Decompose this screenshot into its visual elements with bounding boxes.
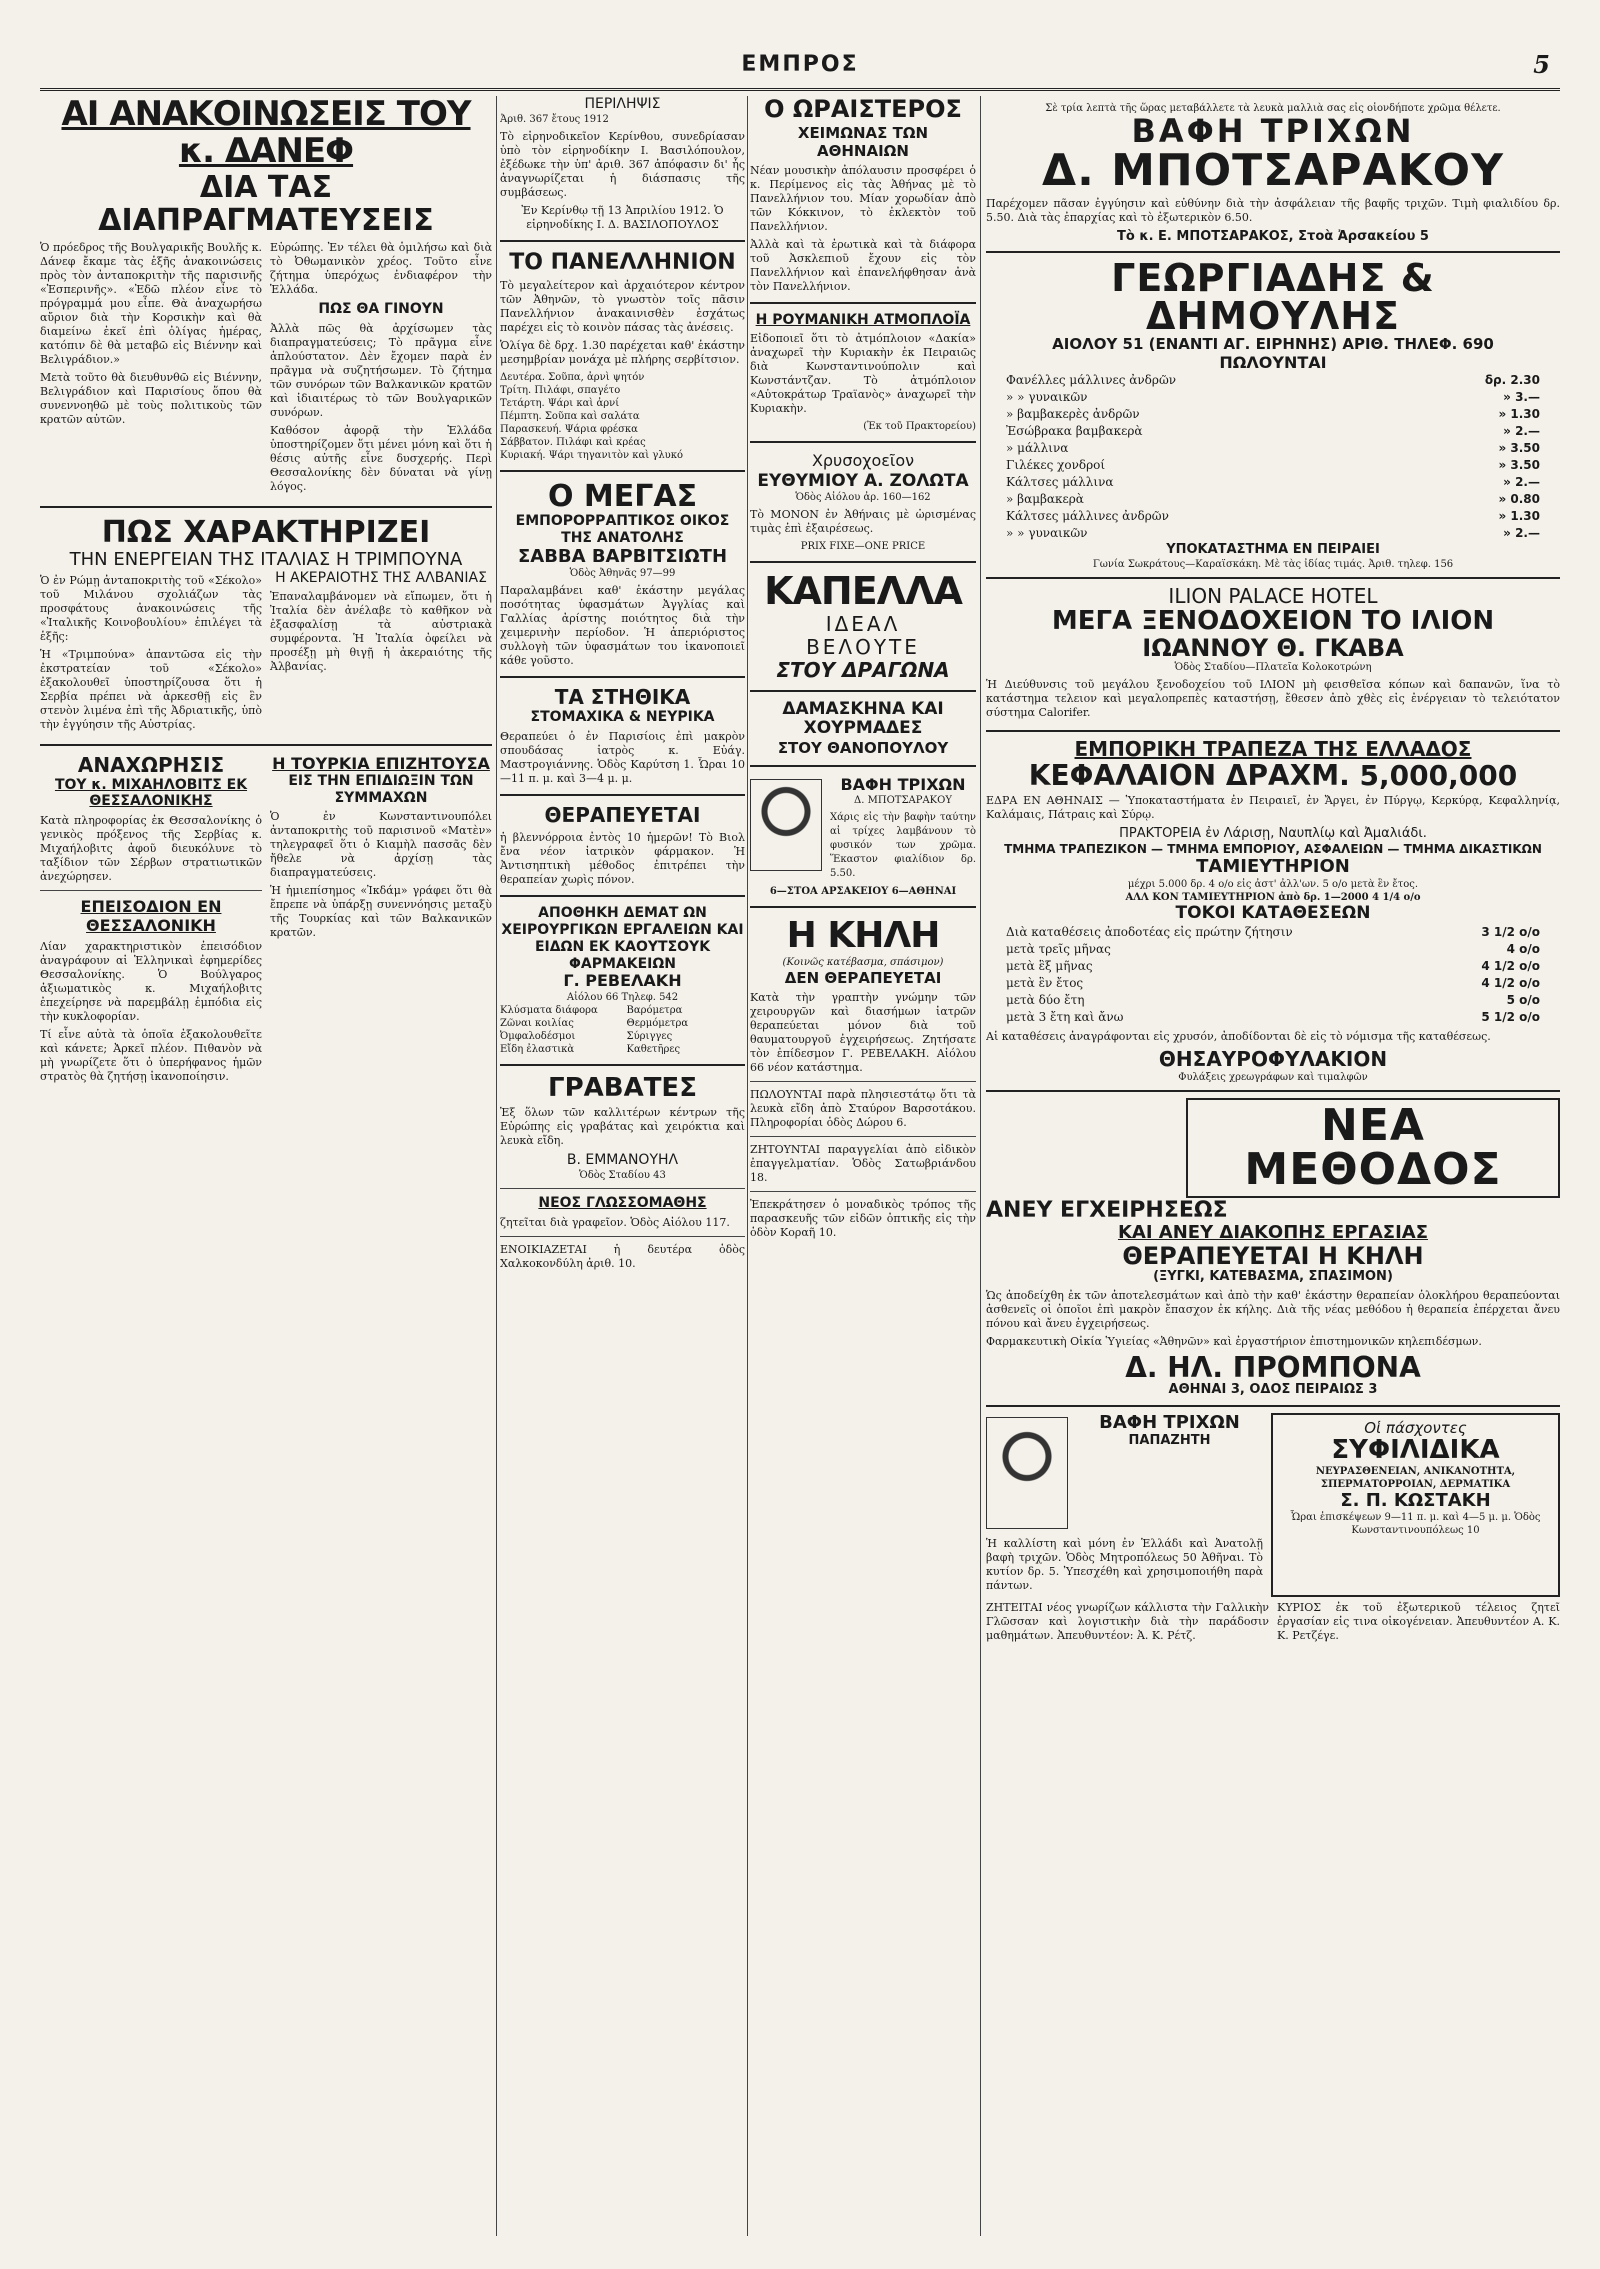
- paragraph: Ἀλλὰ πῶς θὰ ἀρχίσωμεν τὰς διαπραγματεύσεις; Τὸ πρᾶγμα εἶνε ἁπλούστατον. Δὲν ἔχομεν παρὰ ἐν πρᾶγμα νὰ συζητήσωμεν. Τὸ ζήτημα τῶν συνόρων τῶν Βαλκανικῶν κρατῶν καὶ ἰδιαιτέρως τὸ τῶν Βουλγαρικῶν συνόρων.: [270, 321, 492, 419]
- list-item: Κλύσματα διάφορα: [500, 1004, 598, 1016]
- paragraph: Τὸ ΜΟΝΟΝ ἐν Ἀθήναις μὲ ὡρισμένας τιμὰς ἐπὶ ἐξαιρέσεως.: [750, 507, 976, 535]
- divider: [40, 506, 492, 508]
- megas-name: ΣΑΒΒΑ ΒΑΡΒΙΤΣΙΩΤΗ: [517, 545, 728, 567]
- column-rule: [747, 96, 748, 2236]
- article-danef: [40, 237, 492, 498]
- article-tribuna: [40, 570, 492, 736]
- paragraph: Εἰδοποιεῖ ὅτι τὸ ἀτμόπλοιον «Δακία» ἀναχωρεῖ τὴν Κυριακὴν ἐκ Πειραιῶς διὰ Κωνσταντινούπολιν καὶ Κωνστάντζαν. Τὸ ἀτμόπλοιον «Αὐτοκράτωρ Τραϊανὸς» ἀναχωρεῖ τὴν Κυριακὴν.: [750, 332, 976, 416]
- bank-saving: ΤΑΜΙΕΥΤΗΡΙΟΝ: [1196, 856, 1350, 878]
- rate-term: μετὰ δύο ἔτη: [1006, 992, 1085, 1007]
- paragraph: Μετὰ τοῦτο θὰ διευθυνθῶ εἰς Βιέννην, Βελιγράδιον καὶ Παρισίους ὅπου θὰ συνεννοηθῶ μὲ τοὺς πολιτικοὺς τῶν κρατῶν αὐτῶν.: [40, 370, 262, 426]
- list-item: Σάββατον. Πιλάφι καὶ κρέας: [500, 437, 646, 449]
- signature: Ἐν Κερίνθῳ τῇ 13 Ἀπριλίου 1912. Ὁ εἰρηνοδίκης Ι. Δ. ΒΑΣΙΛΟΠΟΥΛΟΣ: [521, 203, 724, 231]
- nea-sub3: ΘΕΡΑΠΕΥΕΤΑΙ Η ΚΗΛΗ: [1122, 1241, 1424, 1270]
- paragraph: Ὁλίγα δὲ δρχ. 1.30 παρέχεται καθ' ἑκάστην μεσημβρίαν μονάχα μὲ πλήρης σερβίτσιον.: [500, 339, 745, 367]
- paragraph: Ὁ ἐν Κωνσταντινουπόλει ἀνταποκριτὴς τοῦ παρισινοῦ «Ματὲν» τηλεγραφεῖ ὅτι ὁ Κιαμὴλ πασσᾶς δὲν ἤθελε νὰ ἀρχίσῃ τὰς διαπραγματεύσεις.: [270, 810, 492, 880]
- paragraph: ζητεῖται διὰ γραφεῖον. Ὁδὸς Αἰόλου 117.: [500, 1215, 730, 1229]
- nea-head: ΝΕΑ ΜΕΘΟΔΟΣ: [1244, 1099, 1502, 1195]
- rouman-head: Η ΡΟΥΜΑΝΙΚΗ ΑΤΜΟΠΛΟΪΑ: [755, 311, 971, 328]
- ad-geo-address: ΑΙΟΛΟΥ 51 (ΕΝΑΝΤΙ ΑΓ. ΕΙΡΗΝΗΣ) ΑΡΙΘ. ΤΗΛΕΦ. 690: [1052, 334, 1494, 353]
- ad-bank: [986, 732, 1560, 1092]
- price-row: [986, 389, 1560, 406]
- gravates-name: Β. ΕΜΜΑΝΟΥΗΛ: [566, 1152, 679, 1169]
- paragraph: Φαρμακευτικὴ Οἰκία Ὑγιείας «Ἀθηνῶν» καὶ ἐργαστήριον ἐπιστημονικῶν κηλεπιδέσμων.: [986, 1335, 1482, 1349]
- divider: [750, 906, 976, 908]
- ad-papazi: [986, 1413, 1263, 1533]
- paragraph: Χάρις εἰς τὴν βαφὴν ταύτην αἱ τρίχες λαμβάνουν τὸ φυσικόν των χρῶμα. Ἕκαστον φιαλίδιον δρ. 5.50.: [830, 812, 976, 880]
- ilion-head: ΜΕΓΑ ΞΕΝΟΔΟΧΕΙΟΝ ΤΟ ΙΛΙΟΝ: [1051, 606, 1495, 637]
- syfil-name: Σ. Π. ΚΩΣΤΑΚΗ: [1340, 1489, 1491, 1511]
- item-name: Γιλέκες χονδροί: [1006, 457, 1106, 472]
- paragraph: Κατὰ τὴν γραπτὴν γνώμην τῶν χειρουργῶν καὶ διασήμων ἰατρῶν θεραπεύεται μόνον διὰ τοῦ θαυματουργοῦ ἐγχειρήσεως. Ζητήσατε τὸν ἐπίδεσμον Γ. ΡΕΒΕΛΑΚΗ. Αἰόλου 66 νέον κατάστημα.: [750, 990, 976, 1074]
- orai-head: Ο ΩΡΑΙΣΤΕΡΟΣ: [764, 96, 962, 123]
- paragraph: Ὁ πρόεδρος τῆς Βουλγαρικῆς Βουλῆς κ. Δάνεφ ἔκαμε τὰς ἑξῆς ἀνακοινώσεις πρὸς τὸν ἀνταποκριτὴν τῆς παρισινῆς «Ἑσπερινῆς». «Ἐδῶ πλέον εἶνε τὸ πρόγραμμά μου εἶπε. Θὰ ἀναχωρήσω αὔριον διὰ τὴν Κορσικὴν καὶ θὰ διαμείνω ἐκεῖ ἐπὶ ὀλίγας ἡμέρας, κατόπιν δὲ θὰ μεταβῶ εἰς Βιέννην καὶ Βελιγράδιον.»: [40, 240, 262, 366]
- perilipsis-number: Ἀριθ. 367 ἔτους 1912: [500, 113, 609, 125]
- list-item: Βαρόμετρα: [626, 1004, 683, 1016]
- price-list: [986, 372, 1560, 542]
- kili-head: Η ΚΗΛΗ: [786, 915, 940, 957]
- item-name: Φανέλλες μάλλινες ἀνδρῶν: [1006, 372, 1177, 387]
- stithika-sub: ΣΤΟΜΑΧΙΚΑ & ΝΕΥΡΙΚΑ: [530, 709, 715, 726]
- paragraph: Καθόσον ἀφορᾷ τὴν Ἑλλάδα ὑποστηρίζομεν ὅτι μένει μόνη καὶ ὅτι ἡ θέσις αὐτῆς εἶνε δυσχερής. Περὶ Θεσσαλονίκης δὲν δύναται νὰ γίνῃ λόγος.: [270, 423, 492, 493]
- papazi-head: ΒΑΦΗ ΤΡΙΧΩΝ: [1099, 1411, 1240, 1433]
- rates-head: ΤΟΚΟΙ ΚΑΤΑΘΕΣΕΩΝ: [1175, 903, 1371, 924]
- syfil-address: Ὧραι ἐπισκέψεων 9—11 π. μ. καὶ 4—5 μ. μ. Ὁδὸς Κωνσταντινουπόλεως 10: [1290, 1512, 1541, 1537]
- newspaper-name: ΕΜΠΡΟΣ: [741, 52, 859, 77]
- item-price: » 0.80: [1498, 491, 1540, 506]
- ad-geo-branch-address: Γωνία Σωκράτους—Καραϊσκάκη. Μὲ τὰς ἰδίας τιμάς. Ἀριθ. τηλεφ. 156: [1092, 559, 1454, 571]
- column-2: [500, 96, 745, 1275]
- rate-row: [986, 975, 1560, 992]
- thesavros-head: ΘΗΣΑΥΡΟΦΥΛΑΚΙΟΝ: [1158, 1046, 1388, 1071]
- chrys-fixe: PRIX FIXE—ONE PRICE: [800, 540, 926, 552]
- megas-sub: ΕΜΠΟΡΟΡΡΑΠΤΙΚΟΣ ΟΙΚΟΣ ΤΗΣ ΑΝΑΤΟΛΗΣ: [515, 513, 730, 546]
- price-row: [986, 491, 1560, 508]
- syfil-head: ΣΥΦΙΛΙΔΙΚΑ: [1331, 1435, 1500, 1466]
- neos-head: ΝΕΟΣ ΓΛΩΣΣΟΜΑΘΗΣ: [538, 1195, 707, 1212]
- ilion-en: ILION PALACE HOTEL: [1168, 584, 1378, 609]
- kapella-sub1: ΙΔΕΑΛ: [825, 611, 901, 636]
- list-item: Εἴδη ἐλαστικὰ: [500, 1043, 575, 1055]
- paragraph: Τὸ εἰρηνοδικεῖον Κερίνθου, συνεδρίασαν ὑπὸ τὸν εἰρηνοδίκην Ι. Βασιλόπουλον, ἐξέδωκε τὴν ὑπ' ἀριθ. 367 ἀπόφασιν δι' ἧς ἀναγνωρίζεται ἡ διάσπασις τῆς συμβάσεως.: [500, 129, 745, 199]
- chrys-address: Ὁδὸς Αἰόλου ἀρ. 160—162: [795, 491, 931, 503]
- bank-saving-text: μέχρι 5.000 δρ. 4 ο/ο εἰς ἀστ' ἀλλ'ων. 5 ο/ο μετὰ ἓν ἔτος.: [1127, 879, 1419, 891]
- list-item: Τρίτη. Πιλάφι, σπαγέτο: [500, 385, 621, 397]
- nea-sub2: ΚΑΙ ΑΝΕΥ ΔΙΑΚΟΠΗΣ ΕΡΓΑΣΙΑΣ: [1117, 1221, 1429, 1243]
- price-row: [986, 508, 1560, 525]
- item-price: » 2.—: [1503, 474, 1540, 489]
- paragraph: Ἡ καλλίστη καὶ μόνη ἐν Ἑλλάδι καὶ Ἀνατολῇ βαφὴ τριχῶν. Ὁδὸς Μητροπόλεως 50 Ἀθῆναι. Τὸ κυτίον δρ. 5. Ὑπεσχέθη καὶ χρησιμοποιήθη παρὰ πάντων.: [986, 1536, 1263, 1592]
- ad-vafi-address: Τὸ κ. Ε. ΜΠΟΤΣΑΡΑΚΟΣ, Στοὰ Ἀρσακείου 5: [1117, 228, 1429, 244]
- syfil-text: ΝΕΥΡΑΣΘΕΝΕΙΑΝ, ΑΝΙΚΑΝΟΤΗΤΑ, ΣΠΕΡΜΑΤΟΡΡΟΙΑΝ, ΔΕΡΜΑΤΙΚΑ: [1315, 1465, 1516, 1490]
- divider: [500, 1064, 745, 1066]
- column-rule: [496, 96, 497, 2236]
- apothiki-items: [500, 1004, 745, 1056]
- list-item: Παρασκευή. Ψάρια φρέσκα: [500, 424, 638, 436]
- list-item: Σύριγγες: [626, 1030, 673, 1042]
- perilipsis-head: ΠΕΡΙΛΗΨΙΣ: [584, 96, 661, 112]
- apothiki-address: Αἰόλου 66 Τηλεφ. 542: [566, 991, 679, 1003]
- column-rule: [980, 96, 981, 2236]
- portrait-illustration-icon: [750, 779, 822, 871]
- item-price: » 1.30: [1498, 406, 1540, 421]
- item-name: » μάλλινα: [1006, 440, 1069, 455]
- ad-ilion: [986, 579, 1560, 731]
- item-name: Κάλτσες μάλλινα: [1006, 474, 1114, 489]
- divider: [500, 1236, 745, 1237]
- bank-capital: ΚΕΦΑΛΑΙΟΝ ΔΡΑΧΜ. 5,000,000: [1028, 758, 1518, 792]
- gravates-address: Ὁδὸς Σταδίου 43: [579, 1170, 666, 1182]
- headline-turkey: Η ΤΟΥΡΚΙΑ ΕΠΙΖΗΤΟΥΣΑ: [272, 753, 490, 773]
- column-3: [750, 96, 976, 1244]
- rates-list: [986, 924, 1560, 1026]
- therap-head: ΘΕΡΑΠΕΥΕΤΑΙ: [544, 803, 701, 828]
- kapella-head: ΚΑΠΕΛΛΑ: [764, 568, 962, 613]
- column-1: [40, 96, 492, 1088]
- list-item: Ζῶναι κοιλίας: [500, 1017, 574, 1029]
- paragraph: Παρέχομεν πᾶσαν ἐγγύησιν καὶ εὐθύνην διὰ τὴν ἀσφάλειαν τῆς βαφῆς τριχῶν. Τιμὴ φιαλιδίου δρ. 5.50. Διὰ τὰς ἐπαρχίας καὶ τὸ ἐξωτερικὸν 6.50.: [986, 196, 1560, 224]
- price-row: [986, 423, 1560, 440]
- vafi-address: 6—ΣΤΟΑ ΑΡΣΑΚΕΙΟΥ 6—ΑΘΗΝΑΙ: [769, 886, 957, 898]
- rate-value: 3 1/2 ο/ο: [1481, 924, 1540, 939]
- paragraph: ΖΗΤΟΥΝΤΑΙ παραγγελίαι ἀπὸ εἰδικὸν ἐπαγγελματίαν. Ὁδὸς Σατωβριάνδου 18.: [750, 1142, 976, 1184]
- kili-no: ΔΕΝ ΘΕΡΑΠΕΥΕΤΑΙ: [784, 968, 942, 987]
- source-note: (Ἐκ τοῦ Πρακτορείου): [863, 421, 976, 433]
- divider: [500, 1188, 745, 1189]
- paragraph: Εὐρώπης. Ἐν τέλει θὰ ὁμιλήσω καὶ διὰ τὸ Ὀθωμανικὸν χρέος. Τοῦτο εἶνε ζήτημα ὑπερόχως ἐνδιαφέρον τὴν Ἑλλάδα.: [270, 240, 492, 296]
- paragraph: Ἐπεκράτησεν ὁ μοναδικὸς τρόπος τῆς παρασκευῆς τῶν εἰδῶν ὀπτικῆς εἰς τὴν ὁδὸν Κοραῆ 10.: [750, 1197, 976, 1239]
- stithika-head: ΤΑ ΣΤΗΘΙΚΑ: [554, 685, 691, 710]
- headline-tribuna-sub: ΤΗΝ ΕΝΕΡΓΕΙΑΝ ΤΗΣ ΙΤΑΛΙΑΣ Η ΤΡΙΜΠΟΥΝΑ: [69, 548, 463, 570]
- paragraph: ΠΩΛΟΥΝΤΑΙ παρὰ πλησιεστάτῳ ὅτι τὰ λευκὰ εἴδη ἀπὸ Σταύρον Βαρσοτάκου. Πληροφορίαι ὁδὸς Δώρου 6.: [750, 1087, 976, 1129]
- paragraph: Ἡ «Τριμπούνα» ἀπαντῶσα εἰς τὴν ἐκστρατείαν τοῦ «Σέκολο» ἐξακολουθεῖ ὑποστηρίζουσα ὅτι ἡ Σερβία πρέπει νὰ ἀρκεσθῇ εἰς ἓν στενὸν λιμένα ἐπὶ τῆς Ἀδριατικῆς, ὑπὸ τὴν ἐγγύησιν τῆς Αὐστρίας.: [40, 647, 262, 731]
- price-row: [986, 406, 1560, 423]
- vafi-name: Δ. ΜΠΟΤΣΑΡΑΚΟΥ: [854, 795, 952, 807]
- rate-row: [986, 941, 1560, 958]
- divider: [500, 470, 745, 472]
- item-name: » » γυναικῶν: [1006, 389, 1088, 404]
- headline-incident: ΕΠΕΙΣΟΔΙΟΝ ΕΝ ΘΕΣΣΑΛΟΝΙΚΗ: [80, 897, 222, 936]
- divider: [750, 441, 976, 443]
- chrys-head: Χρυσοχοεῖον: [811, 451, 915, 471]
- bank-departments: ΤΜΗΜΑ ΤΡΑΠΕΖΙΚΟΝ — ΤΜΗΜΑ ΕΜΠΟΡΙΟΥ, ΑΣΦΑΛΕΙΩΝ — ΤΜΗΜΑ ΔΙΚΑΣΤΙΚΩΝ: [1004, 842, 1542, 857]
- ilion-address: Ὁδὸς Σταδίου—Πλατεῖα Κολοκοτρώνη: [1174, 661, 1372, 673]
- paragraph: Τὸ μεγαλείτερον καὶ ἀρχαιότερον κέντρον τῶν Ἀθηνῶν, τὸ γνωστὸν τοῖς πᾶσιν Πανελλήνιον ἀνακαινισθὲν ἐσχάτως παρέχει εἰς τὸ κοινὸν πάσας τὰς ἀνέσεις.: [500, 279, 745, 335]
- prompona-head: Δ. ΗΛ. ΠΡΟΜΠΟΝΑ: [1125, 1351, 1421, 1385]
- rate-term: μετὰ 3 ἔτη καὶ ἄνω: [1006, 1009, 1124, 1024]
- rate-term: μετὰ τρεῖς μῆνας: [1006, 941, 1111, 956]
- subhead: ΠΩΣ ΘΑ ΓΙΝΟΥΝ: [318, 300, 444, 317]
- paragraph: Νέαν μουσικὴν ἀπόλαυσιν προσφέρει ὁ κ. Περίμενος εἰς τὰς Ἀθήνας μὲ τὸ Πανελλήνιον του. Μίαν χορωδίαν ἀπὸ τῶν Κόκκινον, τὸ ἐκλεκτὸν τοῦ Πανελλήνιον.: [750, 163, 976, 233]
- ilion-name: ΙΩΑΝΝΟΥ Θ. ΓΚΑΒΑ: [1142, 633, 1404, 662]
- bank-saving-2: ΑΛΛ ΚΟΝ ΤΑΜΙΕΥΤΗΡΙΟΝ ἀπὸ δρ. 1—2000 4 1/4 ο/ο: [1125, 892, 1421, 904]
- price-row: [986, 474, 1560, 491]
- paragraph: ΚΥΡΙΟΣ ἐκ τοῦ ἐξωτερικοῦ τέλειος ζητεῖ ἐργασίαν εἰς τινα οἰκογένειαν. Ἀπευθυντέον Α. Κ. Κ. Ρετζέγε.: [1277, 1600, 1560, 1642]
- divider: [500, 895, 745, 897]
- item-price: δρ. 2.30: [1484, 372, 1540, 387]
- divider: [750, 690, 976, 692]
- paragraph: Ἡ Διεύθυνσις τοῦ μεγάλου ξενοδοχείου τοῦ ΙΛΙΟΝ μὴ φεισθεῖσα κόπων καὶ δαπανῶν, ἵνα τὸ κατάστημα τελειον καὶ μεγαλοπρεπὲς καταστήσῃ, ἔθεσεν ἀπὸ χθὲς εἰς ἐνέργειαν τὸ τελειότατον σύστημα Calorifer.: [986, 677, 1560, 719]
- item-name: Ἐσώβρακα βαμβακερὰ: [1006, 423, 1143, 438]
- list-item: Πέμπτη. Σοῦπα καὶ σαλάτα: [500, 411, 640, 423]
- bank-head: ΕΜΠΟΡΙΚΗ ΤΡΑΠΕΖΑ ΤΗΣ ΕΛΛΑΔΟΣ: [1074, 736, 1472, 761]
- ad-geo-branch: ΥΠΟΚΑΤΑΣΤΗΜΑ ΕΝ ΠΕΙΡΑΙΕΙ: [1166, 541, 1380, 557]
- paragraph: Αἱ καταθέσεις ἀναγράφονται εἰς χρυσόν, ἀποδίδονται δὲ εἰς τὸ νόμισμα τῆς καταθέσεως.: [986, 1029, 1491, 1043]
- price-row: [986, 372, 1560, 389]
- kapella-sub3: ΣΤΟΥ ΔΡΑΓΩΝΑ: [776, 657, 950, 682]
- rate-term: μετὰ ἓξ μῆνας: [1006, 958, 1093, 973]
- orai-sub: ΧΕΙΜΩΝΑΣ ΤΩΝ ΑΘΗΝΑΙΩΝ: [797, 123, 929, 160]
- item-price: » 2.—: [1503, 525, 1540, 540]
- divider: [500, 676, 745, 678]
- column-4: [986, 96, 1560, 1647]
- vafi-ad-small: [750, 775, 976, 885]
- divider: [750, 302, 976, 304]
- paragraph: Παραλαμβάνει καθ' ἑκάστην μεγάλας ποσότητας ὑφασμάτων Ἀγγλίας καὶ Γαλλίας ἀρίστης ποιότητος διὰ τὴν χειμερινὴν περίοδον. Ἡ ἀπεριόριστος συλλογὴ τῶν ὑφασμάτων του ἱκανοποιεῖ κάθε γοῦστο.: [500, 584, 745, 668]
- nea-sub1: ΑΝΕΥ ΕΓΧΕΙΡΗΣΕΩΣ: [986, 1197, 1228, 1223]
- headline-danef: ΑΙ ΑΝΑΚΟΙΝΩΣΕΙΣ ΤΟΥ κ. ΔΑΝΕΦ: [61, 96, 471, 172]
- paragraph: Τί εἶνε αὐτὰ τὰ ὁποῖα ἐξακολουθεῖτε καὶ κάνετε; Ἀρκεῖ πλέον. Πιθανὸν νὰ μὴ γνωρίζετε ὅτι ὁ ὑπερήφανος ἡμῶν στρατὸς θὰ ζητήσῃ ἱκανοποίησιν.: [40, 1027, 262, 1083]
- subhead: Η ΑΚΕΡΑΙΟΤΗΣ ΤΗΣ ΑΛΒΑΝΙΑΣ: [275, 569, 487, 586]
- bank-agencies: ΠΡΑΚΤΟΡΕΙΑ ἐν Λάρισῃ, Ναυπλίῳ καὶ Ἀμαλιάδι.: [1119, 826, 1427, 842]
- price-row: [986, 440, 1560, 457]
- paragraph: ΕΝΟΙΚΙΑΖΕΤΑΙ ἡ δευτέρα ὁδὸς Χαλκοκονδύλη ἀριθ. 10.: [500, 1242, 745, 1270]
- item-name: » » γυναικῶν: [1006, 525, 1088, 540]
- rate-value: 4 1/2 ο/ο: [1481, 975, 1540, 990]
- rate-term: μετὰ ἓν ἔτος: [1006, 975, 1084, 990]
- syfil-h1: Οἱ πάσχοντες: [1364, 1418, 1467, 1437]
- paragraph: Ὡς ἀποδείχθη ἐκ τῶν ἀποτελεσμάτων καὶ ἀπὸ τὴν καθ' ἑκάστην θεραπείαν ὁλοκλήρου θεραπεύονται ἀσθενεῖς οἱ ὁποῖοι ἐπὶ μακρὸν ἔπασχον ἐκ κήλης. Διὰ τῆς νέας μεθόδου ἡ θεραπεία ἐπέρχεται ἄνευ πόνου καὶ ἄνευ ἐγχειρήσεως.: [986, 1289, 1560, 1331]
- item-name: Κάλτσες μάλλινες ἀνδρῶν: [1006, 508, 1169, 523]
- ad-georgiadis: [986, 253, 1560, 579]
- item-price: » 3.—: [1503, 389, 1540, 404]
- divider: [750, 765, 976, 767]
- rate-value: 5 1/2 ο/ο: [1481, 1009, 1540, 1024]
- item-name: » βαμβακερὰ: [1006, 491, 1084, 506]
- panellinion-head: ΤΟ ΠΑΝΕΛΛΗΝΙΟΝ: [509, 249, 736, 275]
- divider: [40, 890, 262, 891]
- ad-syfilidika: [1271, 1413, 1560, 1597]
- rate-row: [986, 992, 1560, 1009]
- masthead: [40, 52, 1560, 91]
- rate-value: 4 ο/ο: [1506, 941, 1540, 956]
- divider: [750, 1136, 976, 1137]
- paragraph: Θεραπεύει ὁ ἐν Παρισίοις ἐπὶ μακρὸν σπουδάσας ἰατρὸς κ. Εὐάγ. Μαστρογιάννης. Ὁδὸς Καρύτση 1. Ὧραι 10—11 π. μ. καὶ 3—4 μ. μ.: [500, 730, 745, 786]
- chrys-name: ΕΥΘΥΜΙΟΥ Α. ΖΟΛΩΤΑ: [757, 470, 969, 491]
- kili-sub: (Κοινῶς κατέβασμα, σπάσιμον): [782, 956, 944, 968]
- price-row: [986, 457, 1560, 474]
- rate-term: Διὰ καταθέσεις ἀποδοτέας εἰς πρώτην ζήτησιν: [1006, 924, 1293, 939]
- apothiki-name: Γ. ΡΕΒΕΛΑΚΗ: [563, 971, 682, 991]
- paragraph: ΖΗΤΕΙΤΑΙ νέος γνωρίζων κάλλιστα τὴν Γαλλικὴν Γλῶσσαν καὶ λογιστικὴν διὰ τὴν παράδοσιν μαθημάτων. Ἀπευθυντέον: Ἀ. Κ. Ρέτζ.: [986, 1600, 1269, 1642]
- headline-departure-sub: ΤΟΥ κ. ΜΙΧΑΗΛΟΒΙΤΣ ΕΚ ΘΕΣΣΑΛΟΝΙΚΗΣ: [54, 776, 248, 810]
- price-row: [986, 525, 1560, 542]
- prompona-address: ΑΘΗΝΑΙ 3, ΟΔΟΣ ΠΕΙΡΑΙΩΣ 3: [1168, 1382, 1378, 1398]
- divider: [750, 561, 976, 563]
- megas-head: Ο ΜΕΓΑΣ: [547, 479, 698, 515]
- paragraph: Λίαν χαρακτηριστικὸν ἐπεισόδιον ἀναγράφουν αἱ Ἑλληνικαὶ ἐφημερίδες Θεσσαλονίκης. Ὁ Βούλγαρος ἀξιωματικὸς κ. Μιχαήλοβιτς ἐπεχείρησε νὰ παρεμβάλῃ ἐμπόδια εἰς τὴν κυκλοφορίαν.: [40, 939, 262, 1023]
- headline-tribuna: ΠΩΣ ΧΑΡΑΚΤΗΡΙΖΕΙ: [101, 514, 431, 550]
- paragraph: Ἡ ἡμιεπίσημος «Ἰκδάμ» γράφει ὅτι θὰ ἔπρεπε νὰ ὑπάρξῃ συνεννόησις μεταξὺ τῆς Τουρκίας καὶ τῶν Βαλκανικῶν κρατῶν.: [270, 884, 492, 940]
- headline-turkey-sub: ΕΙΣ ΤΗΝ ΕΠΙΔΙΩΞΙΝ ΤΩΝ ΣΥΜΜΑΧΩΝ: [288, 772, 474, 806]
- rate-value: 5 ο/ο: [1506, 992, 1540, 1007]
- nea-sub4: (ΞΥΓΚΙ, ΚΑΤΕΒΑΣΜΑ, ΣΠΑΣΙΜΟΝ): [1153, 1268, 1393, 1284]
- vafi-head: ΒΑΦΗ ΤΡΙΧΩΝ: [840, 774, 966, 794]
- rate-row: [986, 924, 1560, 941]
- divider: [750, 1081, 976, 1082]
- papazi-name: ΠΑΠΑΖΗΤΗ: [1128, 1433, 1211, 1449]
- rate-row: [986, 1009, 1560, 1026]
- paragraph: Ἀλλὰ καὶ τὰ ἐρωτικὰ καὶ τὰ διάφορα τοῦ Ἀσκλεπιοῦ ἔχουν εἰς τὸν Πανελλήνιον καὶ ἐπανελήφθησαν ἀνὰ τὸν Πανελλήνιον.: [750, 237, 976, 293]
- ad-vafi-name: Δ. ΜΠΟΤΣΑΡΑΚΟΥ: [1042, 144, 1504, 196]
- paragraph: ΕΔΡΑ ΕΝ ΑΘΗΝΑΙΣ — Ὑποκαταστήματα ἐν Πειραιεῖ, ἐν Ἄργει, ἐν Πύργῳ, Κερκύρᾳ, Κεφαλληνίᾳ, Καλάμαις, Πάτραις καὶ Σύρῳ.: [986, 794, 1560, 822]
- list-item: Κυριακή. Ψάρι τηγανιτὸν καὶ γλυκό: [500, 450, 684, 462]
- divider: [500, 240, 745, 242]
- paragraph: Ἐπαναλαμβάνομεν νὰ εἴπωμεν, ὅτι ἡ Ἰταλία δὲν ἀνέλαβε τὸ καθῆκον νὰ ἐξασφαλίσῃ τὰ αὐστριακὰ συμφέροντα. Ἡ Ἰταλία ὀφείλει νὰ προσέξῃ μὴ θιγῇ ἡ ἀκεραιότης τῆς Ἀλβανίας.: [270, 590, 492, 674]
- paragraph: Ἐξ ὅλων τῶν καλλιτέρων κέντρων τῆς Εὐρώπης εἰς γραβάτας καὶ χειρόκτια καὶ λευκὰ εἴδη.: [500, 1106, 745, 1148]
- article-lower: [40, 754, 492, 1088]
- apothiki-head: ΑΠΟΘΗΚΗ ΔΕΜΑΤ ΩΝ ΧΕΙΡΟΥΡΓΙΚΩΝ ΕΡΓΑΛΕΙΩΝ ΚΑΙ ΕΙΔΩΝ ΕΚ ΚΑΟΥΤΣΟΥΚ ΦΑΡΜΑΚΕΙΩΝ: [501, 905, 744, 972]
- item-name: » βαμβακερὲς ἀνδρῶν: [1006, 406, 1140, 421]
- headline-danef-sub: ΔΙΑ ΤΑΣ ΔΙΑΠΡΑΓΜΑΤΕΥΣΕΙΣ: [98, 169, 434, 238]
- list-item: Ὀμφαλοδέσμοι: [500, 1030, 576, 1042]
- thesavros-text: Φυλάξεις χρεωγράφων καὶ τιμαλφῶν: [1178, 1071, 1368, 1083]
- megas-address: Ὁδὸς Ἀθηνᾶς 97—99: [569, 568, 676, 580]
- ad-geo-head: ΓΕΩΡΓΙΑΔΗΣ & ΔΗΜΟΥΛΗΣ: [1111, 255, 1435, 338]
- gravates-head: ΓΡΑΒΑΤΕΣ: [548, 1072, 697, 1103]
- ad-nea-methodos: [986, 1092, 1560, 1407]
- ad-vafi: [986, 96, 1560, 253]
- divider: [750, 1191, 976, 1192]
- item-price: » 3.50: [1498, 440, 1540, 455]
- divider: [500, 794, 745, 796]
- divider: [40, 744, 492, 746]
- ads-bottom-text: [986, 1597, 1560, 1647]
- headline-departure: ΑΝΑΧΩΡΗΣΙΣ: [77, 752, 225, 777]
- item-price: » 2.—: [1503, 423, 1540, 438]
- ad-text: Σὲ τρία λεπτὰ τῆς ὥρας μεταβάλλετε τὰ λευκὰ μαλλιὰ σας εἰς οἱονδήποτε χρῶμα θέλετε.: [1045, 103, 1501, 114]
- list-item: Δευτέρα. Σοῦπα, ἀρνὶ ψητόν: [500, 372, 645, 384]
- damask-head: ΔΑΜΑΣΚΗΝΑ ΚΑΙ ΧΟΥΡΜΑΔΕΣ: [782, 698, 944, 739]
- damask-sub: ΣΤΟΥ ΘΑΝΟΠΟΥΛΟΥ: [777, 738, 949, 757]
- list-item: Τετάρτη. Ψάρι καὶ ἀρνί: [500, 398, 620, 410]
- item-price: » 3.50: [1498, 457, 1540, 472]
- paragraph: ἡ βλεννόρροια ἐντὸς 10 ἡμερῶν! Τὸ Βιολ ἔνα νέον ἰατρικὸν φάρμακον. Ἡ Ἀντισηπτικὴ μέθοδος ἐπιτρέπει τὴν θεραπείαν χωρὶς πόνον.: [500, 831, 745, 887]
- menu-list: [500, 371, 745, 462]
- paragraph: Ὁ ἐν Ρώμῃ ἀνταποκριτὴς τοῦ «Σέκολο» τοῦ Μιλάνου σχολιάζων τὰς προσφάτους ἀνακοινώσεις τῆς «Ἰταλικῆς Κοινοβουλίου» ἐπιλέγει τὰ ἑξῆς:: [40, 573, 262, 643]
- ads-bottom: [986, 1407, 1560, 1597]
- rate-row: [986, 958, 1560, 975]
- item-price: » 1.30: [1498, 508, 1540, 523]
- ad-geo-sell: ΠΩΛΟΥΝΤΑΙ: [1219, 352, 1327, 372]
- portrait-illustration-icon: [986, 1417, 1068, 1529]
- list-item: Καθετῆρες: [626, 1043, 681, 1055]
- rate-value: 4 1/2 ο/ο: [1481, 958, 1540, 973]
- list-item: Θερμόμετρα: [626, 1017, 689, 1029]
- page-number: 5: [1533, 50, 1550, 79]
- ad-vafi-head: ΒΑΦΗ ΤΡΙΧΩΝ: [1131, 112, 1415, 150]
- kapella-sub2: ΒΕΛΟΥΤΕ: [806, 634, 920, 659]
- paragraph: Κατὰ πληροφορίας ἐκ Θεσσαλονίκης ὁ γενικὸς πρόξενος τῆς Σερβίας κ. Μιχαήλοβιτς ἀφοῦ διευκόλυνε τὸ ταξίδιον τῶν Σέρβων στρατιωτικῶν ἀνεχώρησεν.: [40, 814, 262, 884]
